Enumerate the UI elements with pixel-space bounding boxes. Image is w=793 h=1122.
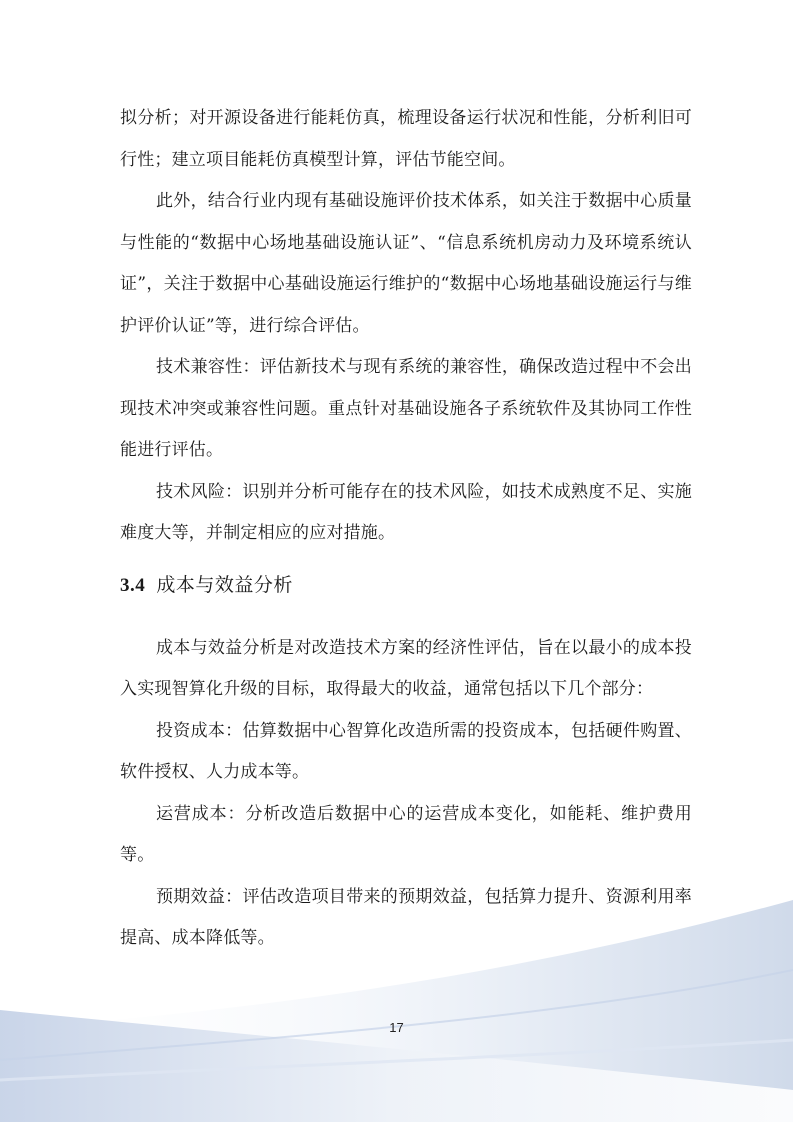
body-text bbox=[120, 98, 692, 960]
paragraph: 投资成本：估算数据中心智算化改造所需的投资成本，包括硬件购置、软件授权、人力成本等。 bbox=[120, 720, 692, 782]
paragraph: 拟分析；对开源设备进行能耗仿真，梳理设备运行状况和性能，分析利旧可行性；建立项目能耗仿真模型计算，评估节能空间。 bbox=[120, 108, 692, 170]
page-number: 17 bbox=[389, 1020, 404, 1035]
paragraph: 运营成本：分析改造后数据中心的运营成本变化，如能耗、维护费用等。 bbox=[120, 803, 692, 865]
section-heading bbox=[120, 563, 692, 608]
paragraph: 技术风险：识别并分析可能存在的技术风险，如技术成熟度不足、实施难度大等，并制定相应的应对措施。 bbox=[120, 481, 692, 543]
paragraph: 成本与效益分析是对改造技术方案的经济性评估，旨在以最小的成本投入实现智算化升级的目标，取得最大的收益，通常包括以下几个部分： bbox=[120, 637, 692, 699]
paragraph: 此外，结合行业内现有基础设施评价技术体系，如关注于数据中心质量与性能的“数据中心场地基础设施认证”、“信息系统机房动力及环境系统认证”，关注于数据中心基础设施运行维护的“数据中心场地基础设施运行与维护评价认证”等，进行综合评估。 bbox=[120, 191, 692, 336]
section-title: 成本与效益分析 bbox=[156, 573, 293, 596]
paragraph: 技术兼容性：评估新技术与现有系统的兼容性，确保改造过程中不会出现技术冲突或兼容性问题。重点针对基础设施各子系统软件及其协同工作性能进行评估。 bbox=[120, 357, 692, 460]
paragraph: 预期效益：评估改造项目带来的预期效益，包括算力提升、资源利用率提高、成本降低等。 bbox=[120, 886, 692, 948]
section-number: 3.4 bbox=[120, 574, 146, 596]
